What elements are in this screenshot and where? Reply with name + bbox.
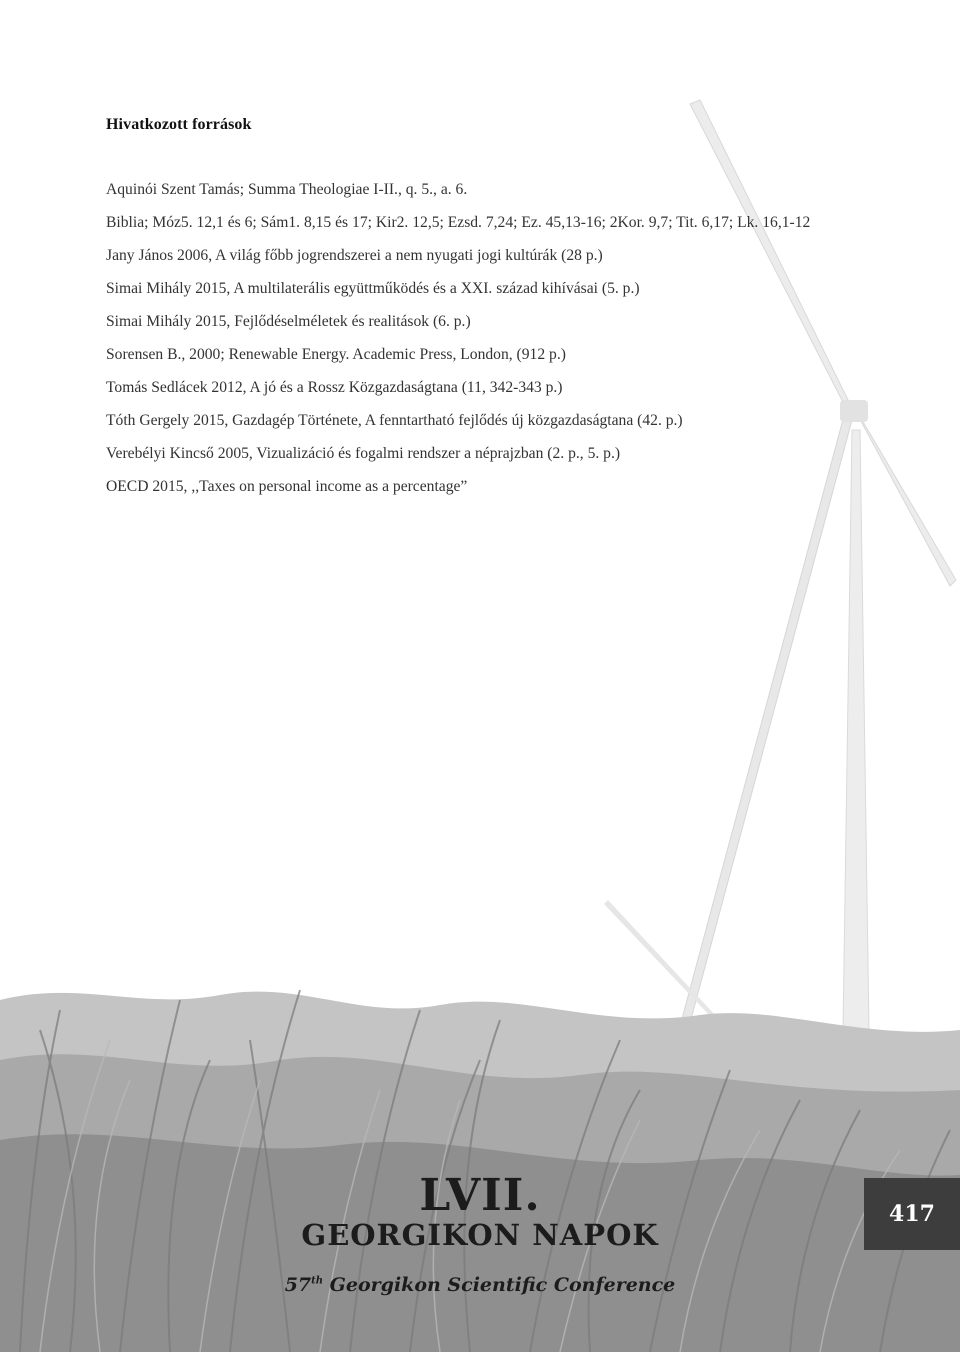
subtitle-ordinal: th xyxy=(311,1275,324,1287)
conference-subtitle xyxy=(0,1274,960,1296)
reference-item: Simai Mihály 2015, Fejlődéselméletek és realitások (6. p.) xyxy=(106,313,471,330)
reference-list xyxy=(106,180,886,510)
conference-title: GEORGIKON NAPOK xyxy=(301,1218,659,1252)
reference-item: Verebélyi Kincső 2005, Vizualizáció és fogalmi rendszer a néprajzban (2. p., 5. p.) xyxy=(106,445,621,462)
reference-item: Tomás Sedlácek 2012, A jó és a Rossz Közgazdaságtana (11, 342-343 p.) xyxy=(106,379,563,396)
reference-item: Sorensen B., 2000; Renewable Energy. Academic Press, London, (912 p.) xyxy=(106,346,566,363)
conference-roman-numeral: LVII. xyxy=(419,1170,541,1221)
references-section xyxy=(106,116,886,510)
reference-item: Jany János 2006, A világ főbb jogrendszerei a nem nyugati jogi kultúrák (28 p.) xyxy=(106,247,603,264)
page-number: 417 xyxy=(864,1178,960,1250)
reference-item: Simai Mihály 2015, A multilaterális együttműködés és a XXI. század kihívásai (5. p.) xyxy=(106,280,640,297)
reference-item: OECD 2015, ,,Taxes on personal income as a percentage” xyxy=(106,478,468,495)
subtitle-text: Georgikon Scientific Conference xyxy=(323,1274,676,1296)
subtitle-number: 57 xyxy=(284,1274,312,1296)
reference-item: Aquinói Szent Tamás; Summa Theologiae I-II., q. 5., a. 6. xyxy=(106,181,468,198)
section-heading: Hivatkozott források xyxy=(106,116,252,133)
reference-item: Tóth Gergely 2015, Gazdagép Története, A fenntartható fejlődés új közgazdaságtana (42. p.) xyxy=(106,412,683,429)
reference-item: Biblia; Móz5. 12,1 és 6; Sám1. 8,15 és 17; Kir2. 12,5; Ezsd. 7,24; Ez. 45,13-16; 2Kor. 9,7; Tit. 6,17; Lk. 16,1-12 xyxy=(106,214,811,231)
